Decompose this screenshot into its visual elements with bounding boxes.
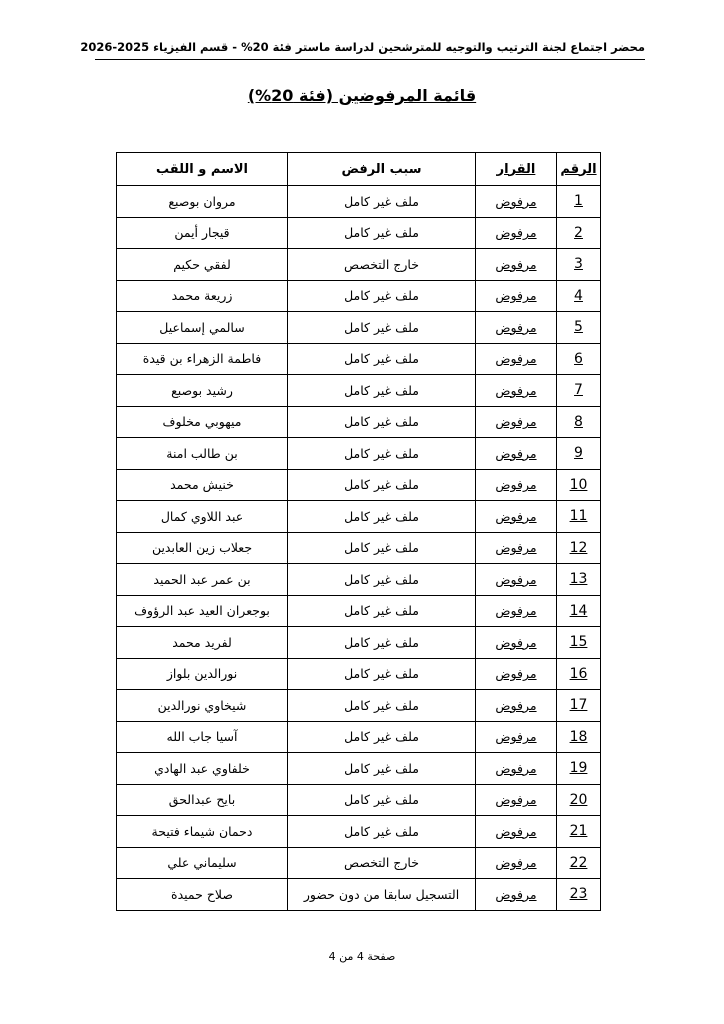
row-decision-text: مرفوض	[495, 414, 537, 430]
row-number-text: 9	[574, 445, 583, 462]
table-row	[117, 721, 601, 753]
table-row	[117, 690, 601, 722]
row-number	[557, 595, 601, 627]
row-name-text: رشيد بوصبع	[171, 382, 233, 398]
page-title: قائمة المرفوضين (فئة 20%)	[247, 86, 477, 105]
table-row	[117, 753, 601, 785]
row-reason-text: ملف غير كامل	[344, 571, 419, 587]
row-number-text: 5	[574, 319, 583, 336]
row-name-text: قيجار أيمن	[174, 225, 230, 241]
row-name	[117, 375, 288, 407]
row-name	[117, 595, 288, 627]
row-decision-text: مرفوض	[495, 729, 537, 745]
row-number-text: 3	[574, 256, 583, 273]
table-row	[117, 532, 601, 564]
row-decision	[476, 721, 557, 753]
row-reason	[288, 847, 476, 879]
row-decision-text: مرفوض	[495, 666, 537, 682]
row-name-text: عبد اللاوي كمال	[160, 508, 244, 524]
row-decision	[476, 784, 557, 816]
row-decision-text: مرفوض	[495, 855, 537, 871]
row-decision-text: مرفوض	[495, 382, 537, 398]
row-reason	[288, 375, 476, 407]
row-name	[117, 438, 288, 470]
row-number-text: 16	[569, 665, 588, 682]
row-reason	[288, 186, 476, 218]
row-decision	[476, 343, 557, 375]
row-name	[117, 658, 288, 690]
row-reason	[288, 312, 476, 344]
row-number-text: 6	[574, 350, 583, 367]
row-decision-text: مرفوض	[495, 351, 537, 367]
row-decision-text: مرفوض	[495, 697, 537, 713]
row-number	[557, 343, 601, 375]
row-number	[557, 847, 601, 879]
table-row	[117, 186, 601, 218]
row-name-text: بن طالب امنة	[166, 445, 238, 461]
row-number-text: 14	[569, 602, 588, 619]
row-name	[117, 879, 288, 911]
row-decision	[476, 564, 557, 596]
table-row	[117, 217, 601, 249]
row-number	[557, 406, 601, 438]
row-reason	[288, 816, 476, 848]
row-number-text: 2	[574, 224, 583, 241]
row-decision	[476, 438, 557, 470]
row-reason	[288, 532, 476, 564]
row-name-text: خلفاوي عبد الهادي	[154, 760, 250, 776]
row-number-text: 15	[569, 634, 588, 651]
row-number-text: 21	[569, 823, 588, 840]
row-name	[117, 847, 288, 879]
row-decision	[476, 595, 557, 627]
row-reason-text: خارج التخصص	[344, 855, 419, 871]
table-row	[117, 469, 601, 501]
table-body	[117, 186, 601, 911]
row-decision-text: مرفوض	[495, 886, 537, 902]
row-number-text: 1	[574, 193, 583, 210]
row-reason-text: ملف غير كامل	[344, 729, 419, 745]
row-number	[557, 217, 601, 249]
row-decision	[476, 847, 557, 879]
header-divider	[95, 59, 645, 60]
row-decision	[476, 753, 557, 785]
row-name	[117, 627, 288, 659]
table-row	[117, 847, 601, 879]
row-name-text: نورالدين بلواز	[166, 666, 238, 682]
row-number-text: 7	[574, 382, 583, 399]
row-number-text: 22	[569, 854, 588, 871]
row-reason-text: ملف غير كامل	[344, 225, 419, 241]
row-number	[557, 469, 601, 501]
row-name-text: لفقي حكيم	[173, 256, 231, 272]
row-decision	[476, 879, 557, 911]
row-number	[557, 753, 601, 785]
column-header-number: الرقم	[557, 153, 601, 186]
row-reason-text: ملف غير كامل	[344, 477, 419, 493]
row-reason-text: ملف غير كامل	[344, 634, 419, 650]
row-name-text: زريعة محمد	[171, 288, 233, 304]
row-number-text: 12	[569, 539, 588, 556]
table-row	[117, 343, 601, 375]
row-name-text: ميهوبي مخلوف	[162, 414, 242, 430]
row-reason	[288, 501, 476, 533]
row-decision-text: مرفوض	[495, 508, 537, 524]
table-row	[117, 816, 601, 848]
row-name	[117, 249, 288, 281]
row-decision	[476, 375, 557, 407]
column-header-decision: القرار	[476, 153, 557, 186]
row-name	[117, 784, 288, 816]
row-reason	[288, 438, 476, 470]
row-name	[117, 690, 288, 722]
row-number-text: 4	[574, 287, 583, 304]
table-row	[117, 406, 601, 438]
row-name	[117, 186, 288, 218]
row-name	[117, 280, 288, 312]
table-header-row	[117, 153, 601, 186]
row-decision-text: مرفوض	[495, 760, 537, 776]
row-decision	[476, 249, 557, 281]
row-reason-text: ملف غير كامل	[344, 508, 419, 524]
row-reason	[288, 753, 476, 785]
row-number	[557, 186, 601, 218]
table-row	[117, 312, 601, 344]
row-name-text: خنيش محمد	[170, 477, 234, 493]
row-decision	[476, 217, 557, 249]
row-name	[117, 501, 288, 533]
table-row	[117, 595, 601, 627]
row-name	[117, 343, 288, 375]
row-decision-text: مرفوض	[495, 477, 537, 493]
row-decision-text: مرفوض	[495, 319, 537, 335]
row-decision-text: مرفوض	[495, 792, 537, 808]
row-decision-text: مرفوض	[495, 445, 537, 461]
row-number-text: 8	[574, 413, 583, 430]
row-number-text: 19	[569, 760, 588, 777]
table-row	[117, 249, 601, 281]
row-reason-text: ملف غير كامل	[344, 193, 419, 209]
row-decision-text: مرفوض	[495, 288, 537, 304]
row-number	[557, 816, 601, 848]
row-reason-text: خارج التخصص	[344, 256, 419, 272]
table-row	[117, 438, 601, 470]
row-reason	[288, 564, 476, 596]
row-name	[117, 564, 288, 596]
table-row	[117, 879, 601, 911]
row-reason	[288, 343, 476, 375]
row-name	[117, 217, 288, 249]
column-header-name: الاسم و اللقب	[117, 153, 288, 186]
row-reason	[288, 217, 476, 249]
row-reason-text: ملف غير كامل	[344, 319, 419, 335]
row-reason-text: ملف غير كامل	[344, 288, 419, 304]
row-name-text: سليماني علي	[167, 855, 237, 871]
row-number-text: 23	[569, 886, 588, 903]
row-name-text: فاطمة الزهراء بن قيدة	[142, 351, 262, 367]
row-reason-text: ملف غير كامل	[344, 445, 419, 461]
row-number	[557, 564, 601, 596]
row-reason	[288, 627, 476, 659]
row-name-text: صلاح حميدة	[171, 886, 233, 902]
row-number	[557, 784, 601, 816]
row-number	[557, 438, 601, 470]
row-number	[557, 501, 601, 533]
row-name-text: جعلاب زين العابدين	[151, 540, 253, 556]
row-reason-text: ملف غير كامل	[344, 760, 419, 776]
row-name	[117, 406, 288, 438]
row-number-text: 10	[569, 476, 588, 493]
row-decision-text: مرفوض	[495, 571, 537, 587]
row-decision	[476, 658, 557, 690]
page-number: صفحة 4 من 4	[328, 950, 396, 963]
row-name	[117, 532, 288, 564]
row-reason	[288, 595, 476, 627]
row-number	[557, 658, 601, 690]
row-number	[557, 312, 601, 344]
row-decision-text: مرفوض	[495, 823, 537, 839]
row-decision	[476, 186, 557, 218]
row-decision-text: مرفوض	[495, 256, 537, 272]
row-name-text: دحمان شيماء فتيحة	[151, 823, 253, 839]
row-decision	[476, 469, 557, 501]
row-number	[557, 249, 601, 281]
row-reason	[288, 249, 476, 281]
row-reason-text: ملف غير كامل	[344, 414, 419, 430]
row-reason-text: ملف غير كامل	[344, 540, 419, 556]
row-number	[557, 532, 601, 564]
row-decision	[476, 816, 557, 848]
row-decision	[476, 627, 557, 659]
row-reason	[288, 658, 476, 690]
row-name	[117, 469, 288, 501]
column-header-reason: سبب الرفض	[288, 153, 476, 186]
row-number-text: 20	[569, 791, 588, 808]
row-number-text: 18	[569, 728, 588, 745]
table-row	[117, 375, 601, 407]
row-name	[117, 816, 288, 848]
row-reason-text: ملف غير كامل	[344, 382, 419, 398]
row-name-text: مروان بوصبع	[168, 193, 236, 209]
row-name-text: بن عمر عبد الحميد	[153, 571, 251, 587]
row-name-text: شيخاوي نورالدين	[157, 697, 247, 713]
row-number-text: 13	[569, 571, 588, 588]
row-reason-text: التسجيل سابقا من دون حضور	[303, 886, 460, 902]
row-decision	[476, 312, 557, 344]
row-decision-text: مرفوض	[495, 634, 537, 650]
row-name	[117, 721, 288, 753]
table-row	[117, 564, 601, 596]
row-number-text: 17	[569, 697, 588, 714]
row-name-text: سالمي إسماعيل	[159, 319, 245, 335]
table-row	[117, 658, 601, 690]
row-reason	[288, 721, 476, 753]
row-name	[117, 753, 288, 785]
row-decision	[476, 532, 557, 564]
row-reason	[288, 280, 476, 312]
row-name-text: آسيا جاب الله	[166, 729, 238, 745]
row-decision-text: مرفوض	[495, 193, 537, 209]
table-row	[117, 501, 601, 533]
table-row	[117, 280, 601, 312]
row-reason-text: ملف غير كامل	[344, 823, 419, 839]
row-decision	[476, 690, 557, 722]
row-decision-text: مرفوض	[495, 540, 537, 556]
row-name-text: بوجعران العيد عبد الرؤوف	[134, 603, 270, 619]
row-reason	[288, 469, 476, 501]
row-number	[557, 627, 601, 659]
row-reason-text: ملف غير كامل	[344, 351, 419, 367]
row-decision	[476, 501, 557, 533]
row-decision	[476, 406, 557, 438]
row-reason-text: ملف غير كامل	[344, 666, 419, 682]
row-reason	[288, 879, 476, 911]
row-number	[557, 721, 601, 753]
row-reason	[288, 784, 476, 816]
row-name-text: بايح عبدالحق	[168, 792, 236, 808]
row-name-text: لفريد محمد	[172, 634, 232, 650]
rejected-candidates-table	[116, 152, 601, 911]
row-number	[557, 879, 601, 911]
row-reason	[288, 406, 476, 438]
row-reason-text: ملف غير كامل	[344, 603, 419, 619]
table-row	[117, 627, 601, 659]
row-decision	[476, 280, 557, 312]
row-number	[557, 690, 601, 722]
table-row	[117, 784, 601, 816]
row-name	[117, 312, 288, 344]
row-decision-text: مرفوض	[495, 603, 537, 619]
row-reason-text: ملف غير كامل	[344, 792, 419, 808]
row-number	[557, 280, 601, 312]
row-number	[557, 375, 601, 407]
row-decision-text: مرفوض	[495, 225, 537, 241]
row-number-text: 11	[569, 508, 588, 525]
page-header: محضر اجتماع لجنة الترتيب والتوجيه للمترشحين لدراسة ماستر فئة 20% - قسم الفيزياء 2025-2026	[80, 40, 645, 54]
row-reason-text: ملف غير كامل	[344, 697, 419, 713]
row-reason	[288, 690, 476, 722]
